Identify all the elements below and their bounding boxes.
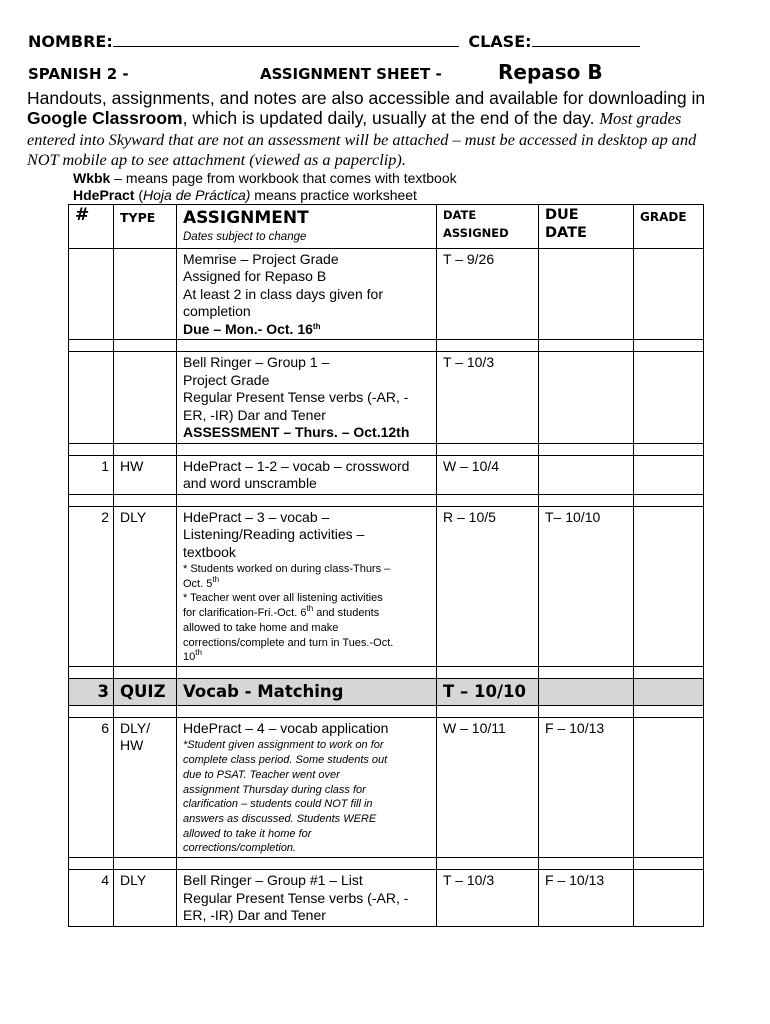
intro-line-2-rest: , which is updated daily, usually at the end of the day. — [182, 108, 595, 128]
hdepract-term: HdePract — [73, 187, 135, 203]
grade-cell — [634, 352, 704, 444]
type-cell: QUIZ — [114, 678, 177, 705]
dates-hint: Dates subject to change — [183, 231, 307, 243]
intro-line-2-italic: Most grades — [599, 109, 682, 128]
assignment-table — [68, 204, 704, 927]
assignment-cell: Bell Ringer – Group #1 – List Regular Present Tense verbs (-AR, - ER, -IR) Dar and Tener — [177, 870, 437, 927]
assignment-cell: Vocab - Matching — [177, 678, 437, 705]
date-assigned-cell: T – 10/10 — [437, 678, 539, 705]
col-header-num: # — [69, 205, 114, 249]
hdepract-definition: means practice worksheet — [250, 187, 417, 203]
intro-line-1: Handouts, assignments, and notes are also accessible and available for downloading in — [27, 88, 706, 108]
table-row — [69, 455, 704, 494]
grade-cell — [634, 678, 704, 705]
due-date-cell: F – 10/13 — [539, 870, 634, 927]
intro-line-2 — [27, 108, 681, 129]
date-assigned-cell: T – 9/26 — [437, 248, 539, 340]
assignment-cell: Memrise – Project Grade Assigned for Repaso B At least 2 in class days given for completion Due – Mon.- Oct. 16th — [177, 248, 437, 340]
quiz-row — [69, 678, 704, 705]
assignment-cell: HdePract – 3 – vocab – Listening/Reading activities – textbook * Students worked on during class-Thurs – Oct. 5th * Teacher went over all listening activities for clarification-Fri.-Oct. 6th and students allowed to take home and make corrections/complete and turn in Tues.-Oct. 10th — [177, 506, 437, 666]
date-assigned-cell: R – 10/5 — [437, 506, 539, 666]
clase-label: CLASE: — [468, 32, 532, 51]
grade-cell — [634, 455, 704, 494]
date-assigned-cell: W – 10/4 — [437, 455, 539, 494]
nombre-label: NOMBRE: — [28, 32, 113, 51]
col-header-date-assigned: DATE ASSIGNED — [437, 205, 539, 249]
type-cell: DLY — [114, 870, 177, 927]
row-number: 4 — [69, 870, 114, 927]
type-cell: DLY — [114, 506, 177, 666]
col-header-grade: GRADE — [634, 205, 704, 249]
google-classroom-text: Google Classroom — [27, 108, 183, 128]
wkbk-legend — [73, 170, 457, 186]
table-row — [69, 248, 704, 340]
table-row — [69, 506, 704, 666]
row-number: 2 — [69, 506, 114, 666]
due-date-cell: F – 10/13 — [539, 717, 634, 857]
course-title: SPANISH 2 - — [28, 65, 129, 83]
teacher-note: * Students worked on during class-Thurs – Oct. 5th * Teacher went over all listening activities for clarification-Fri.-Oct. 6th and students allowed to take home and make corrections/complete and turn in Tues.-Oct. 10th — [183, 563, 394, 664]
grade-cell — [634, 717, 704, 857]
col-header-type: TYPE — [114, 205, 177, 249]
clase-blank[interactable] — [532, 46, 640, 47]
row-number: 6 — [69, 717, 114, 857]
due-date-cell: T– 10/10 — [539, 506, 634, 666]
row-number: 3 — [69, 678, 114, 705]
table-row — [69, 717, 704, 857]
hdepract-spanish: Hoja de Práctica) — [143, 187, 251, 203]
unit-title: Repaso B — [498, 60, 603, 84]
grade-cell — [634, 506, 704, 666]
date-assigned-cell: W – 10/11 — [437, 717, 539, 857]
assignment-cell: HdePract – 1-2 – vocab – crossword and word unscramble — [177, 455, 437, 494]
table-row — [69, 352, 704, 444]
table-header — [69, 205, 704, 249]
hdepract-legend: HdePract (Hoja de Práctica) means practice worksheet — [73, 187, 417, 203]
intro-line-4: NOT mobile ap to see attachment (viewed as a paperclip). — [27, 150, 406, 169]
row-number: 1 — [69, 455, 114, 494]
wkbk-term: Wkbk — [73, 170, 111, 186]
type-cell: DLY/ HW — [114, 717, 177, 857]
grade-cell — [634, 870, 704, 927]
wkbk-definition: – means page from workbook that comes with textbook — [110, 170, 457, 186]
assignment-cell: Bell Ringer – Group 1 – Project Grade Regular Present Tense verbs (-AR, - ER, -IR) Dar and Tener ASSESSMENT – Thurs. – Oct.12th — [177, 352, 437, 444]
table-row — [69, 870, 704, 927]
intro-line-3: entered into Skyward that are not an assessment will be attached – must be accessed in desktop ap and — [27, 130, 697, 149]
sheet-title: ASSIGNMENT SHEET - — [260, 65, 442, 83]
col-header-assignment: ASSIGNMENT Dates subject to change — [177, 205, 437, 249]
teacher-note: *Student given assignment to work on for complete class period. Some students out due to PSAT. Teacher went over assignment Thursday during class for clarification – students could NOT fill in answers as discussed. Students WERE allowed to take it home for corrections/completion. — [183, 739, 388, 855]
nombre-blank[interactable] — [113, 46, 459, 47]
date-assigned-cell: T – 10/3 — [437, 352, 539, 444]
name-line — [28, 32, 640, 51]
col-header-due-date: DUE DATE — [539, 205, 634, 249]
grade-cell — [634, 248, 704, 340]
type-cell: HW — [114, 455, 177, 494]
date-assigned-cell: T – 10/3 — [437, 870, 539, 927]
assignment-cell: HdePract – 4 – vocab application *Student given assignment to work on for complete class period. Some students out due to PSAT. Teacher went over assignment Thursday during class for clarification – students could NOT fill in answers as discussed. Students WERE allowed to take it home for corrections/completion. — [177, 717, 437, 857]
